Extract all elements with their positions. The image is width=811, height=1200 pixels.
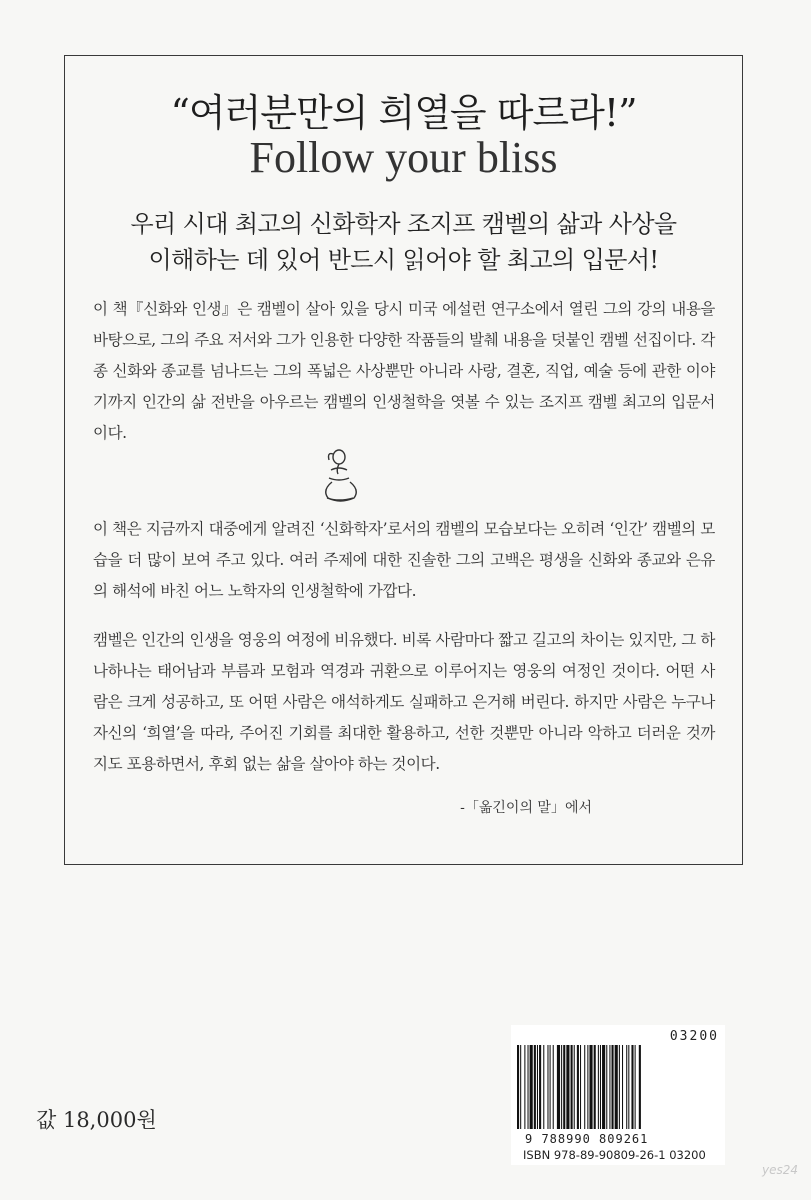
barcode-bar xyxy=(553,1045,554,1129)
barcode-bar xyxy=(606,1045,607,1129)
lead-line-2: 이해하는 데 있어 반드시 읽어야 할 최고의 입문서! xyxy=(148,246,659,274)
barcode-bar xyxy=(598,1045,599,1129)
body-paragraph-1: 이 책은 지금까지 대중에게 알려진 ‘신화학자’로서의 캠벨의 모습보다는 오히려 ‘인간’ 캠벨의 모습을 더 많이 보여 주고 있다. 여러 주제에 대한 진솔한 그의 고백은 평생을 신화와 종교와 은유의 해석에 바친 어느 노학자의 인생철학에 가깝다. xyxy=(93,520,715,600)
barcode-bar xyxy=(619,1045,620,1129)
barcode-bar xyxy=(600,1045,601,1129)
barcode-bar xyxy=(626,1045,627,1129)
barcode-bar xyxy=(537,1045,538,1129)
price: 값 18,000원 xyxy=(36,1108,157,1132)
barcode-bar xyxy=(584,1045,585,1129)
barcode-bar xyxy=(539,1045,541,1129)
barcode-bar xyxy=(520,1045,521,1129)
barcode-addon-number: 03200 xyxy=(669,1029,719,1044)
barcode-bar xyxy=(635,1045,636,1129)
lead-line-1: 우리 시대 최고의 신화학자 조지프 캠벨의 삶과 사상을 xyxy=(130,210,677,238)
barcode-bar xyxy=(612,1045,614,1129)
watermark: yes24 xyxy=(762,1163,799,1177)
barcode-ean-number: 9 788990 809261 xyxy=(525,1132,649,1146)
barcode-bar xyxy=(530,1045,533,1129)
barcode xyxy=(511,1025,725,1165)
barcode-bar xyxy=(587,1045,588,1129)
barcode-bar xyxy=(622,1045,623,1129)
text-frame xyxy=(64,55,743,865)
barcode-bar xyxy=(534,1045,536,1129)
barcode-bar xyxy=(609,1045,610,1129)
source-attribution: -「옮긴이의 말」에서 xyxy=(460,800,592,816)
barcode-bar xyxy=(517,1045,519,1129)
barcode-bar xyxy=(566,1045,569,1129)
barcode-bar xyxy=(589,1045,592,1129)
barcode-bar xyxy=(563,1045,565,1129)
barcode-bar xyxy=(628,1045,629,1129)
barcode-bar xyxy=(550,1045,551,1129)
barcode-bar xyxy=(615,1045,618,1129)
barcode-bar xyxy=(580,1045,581,1129)
headline-korean: “여러분만의 희열을 따르라!” xyxy=(170,91,637,135)
figure-ornament xyxy=(317,448,363,504)
barcode-bar xyxy=(561,1045,562,1129)
body-paragraph-2: 캠벨은 인간의 인생을 영웅의 여정에 비유했다. 비록 사람마다 짧고 길고의 차이는 있지만, 그 하나하나는 태어남과 부름과 모험과 역경과 귀환으로 이루어지는 영웅의 여정인 것이다. 어떤 사람은 크게 성공하고, 또 어떤 사람은 애석하게도 실패하고 은거해 버린다. 하지만 사람은 누구나 자신의 ‘희열’을 따라, 주어진 기회를 최대한 활용하고, 선한 것뿐만 아니라 악하고 더러운 것까지도 포용하면서, 후회 없는 삶을 살아야 하는 것이다. xyxy=(93,631,715,773)
barcode-bar xyxy=(524,1045,525,1129)
barcode-bar xyxy=(543,1045,544,1129)
barcode-bar xyxy=(574,1045,575,1129)
barcode-bar xyxy=(577,1045,579,1129)
headline-english: Follow your bliss xyxy=(249,133,558,182)
barcode-bar xyxy=(571,1045,573,1129)
barcode-bar xyxy=(557,1045,560,1129)
lead-text xyxy=(65,206,742,278)
isbn-text: ISBN 978-89-90809-26-1 03200 xyxy=(523,1148,706,1162)
barcode-bars xyxy=(517,1045,721,1131)
barcode-bar xyxy=(528,1045,529,1129)
barcode-bar xyxy=(547,1045,548,1129)
barcode-bar xyxy=(639,1045,641,1129)
barcode-bar xyxy=(631,1045,633,1129)
barcode-bar xyxy=(594,1045,596,1129)
barcode-bar xyxy=(602,1045,605,1129)
intro-paragraph: 이 책『신화와 인생』은 캠벨이 살아 있을 당시 미국 에설런 연구소에서 열린 그의 강의 내용을 바탕으로, 그의 주요 저서와 그가 인용한 다양한 작품들의 발췌 내용을 덧붙인 캠벨 선집이다. 각종 신화와 종교를 넘나드는 그의 폭넓은 사상뿐만 아니라 사랑, 결혼, 직업, 예술 등에 관한 이야기까지 인간의 삶 전반을 아우르는 캠벨의 인생철학을 엿볼 수 있는 조지프 캠벨 최고의 입문서이다. xyxy=(93,300,715,442)
